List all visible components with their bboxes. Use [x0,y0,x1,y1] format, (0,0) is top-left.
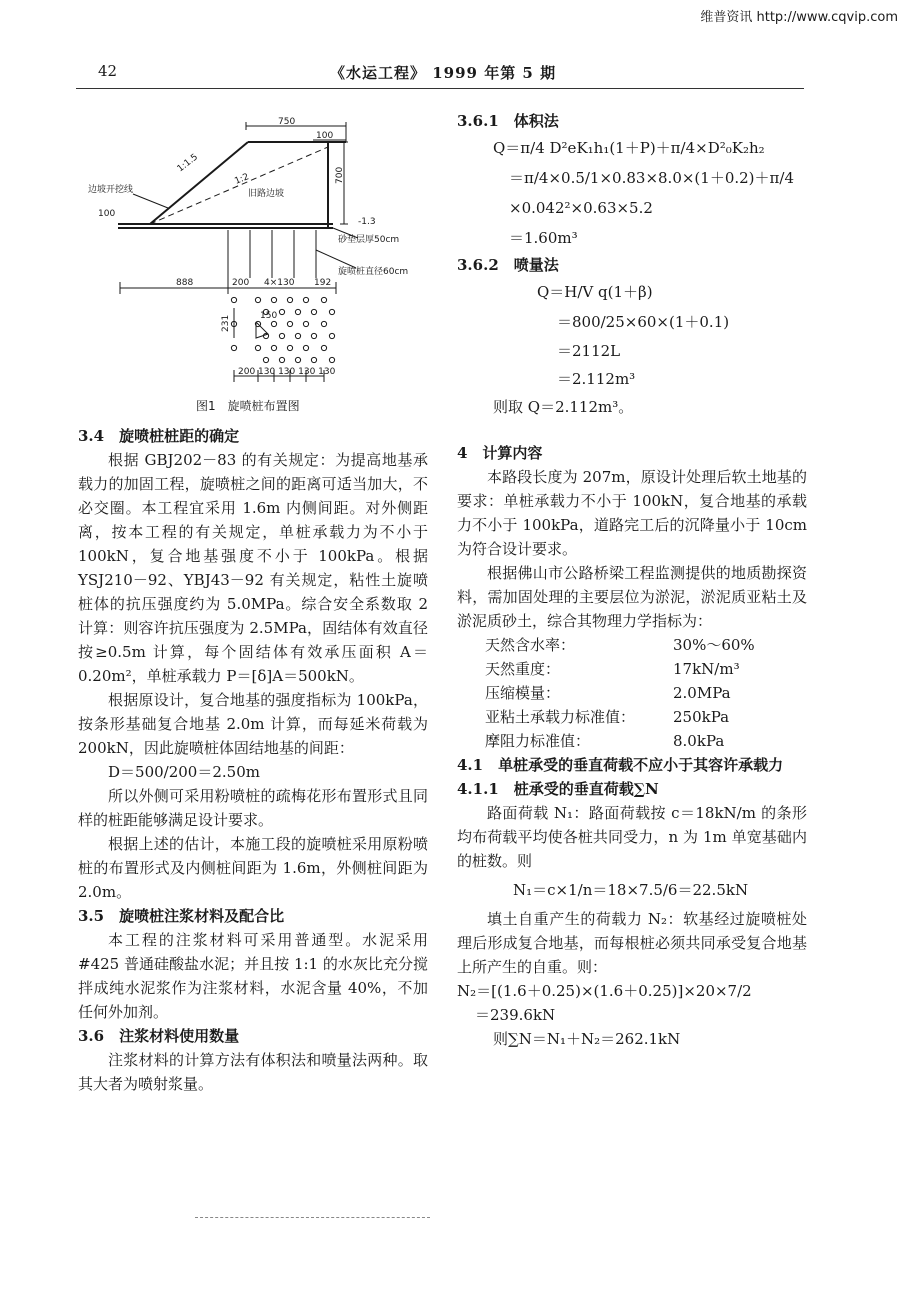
pile-diameter-label: 旋喷桩直径60cm [338,267,409,277]
property-value: 8.0kPa [673,732,725,750]
section-4-1-1-title: 4.1.1 桩承受的垂直荷载∑N [457,780,659,798]
property-row [485,633,835,657]
pile-circle [263,357,268,362]
dim-4x130: 4×130 [264,278,295,288]
pile-circle [311,333,316,338]
spray-eq-4: ＝2.112m³ [557,370,636,388]
section-3-5-para-1: 本工程的注浆材料可采用普通型。水泥采用 #425 普通硅酸盐水泥；并且按 1:1 的水灰比充分搅拌成纯水泥浆作为注浆材料，水泥含量 40%，不加任何外加剂。 [78,931,428,1021]
pile-circle [287,297,292,302]
property-row [485,657,835,681]
property-value: 250kPa [673,708,730,726]
old-slope-label: 旧路边坡 [248,189,285,199]
figure-caption: 图1 旋喷桩布置图 [196,399,300,413]
spray-result: 则取 Q＝2.112m³。 [493,398,634,416]
spray-eq-2: ＝800/25×60×(1＋0.1) [557,313,730,331]
property-value: 30%～60% [673,636,755,654]
pile-circle [231,297,236,302]
volume-eq-2: ＝π/4×0.5/1×0.83×8.0×(1＋0.2)＋π/4 [509,169,794,187]
section-4-para-2: 根据佛山市公路桥梁工程监测提供的地质勘探资料，需加固处理的主要层位为淤泥，淤泥质亚粘土及淤泥质砂土，综合其物理力学指标为： [457,564,807,630]
page-number: 42 [98,62,118,80]
section-4-1-1-para-1: 路面荷载 N₁：路面荷载按 c＝18kN/m 的条形均布荷载平均使各桩共同受力，n 为 1m 单宽基础内的桩数。则 [457,804,807,870]
volume-eq-1: Q＝π/4 D²eK₁h₁(1＋P)＋π/4×D²₀K₂h₂ [493,139,765,157]
section-3-4-equation: D＝500/200＝2.50m [108,763,260,781]
soil-properties-table [485,633,835,753]
journal-header: 《水运工程》 1999 年第 5 期 [330,64,557,82]
pile-circle [329,309,334,314]
slope-1-1.5: 1:1.5 [175,152,201,175]
left-column [78,424,428,1096]
section-4-1-title: 4.1 单桩承受的垂直荷载不应小于其容许承载力 [457,756,784,774]
cut-line-label: 边坡开挖线 [88,185,134,195]
pile-circle [311,309,316,314]
property-value: 17kN/m³ [673,660,740,678]
dim-700: 700 [335,166,345,184]
dim-231: 231 [221,314,231,332]
property-value: 2.0MPa [673,684,731,702]
figure-pile-layout [88,112,438,392]
pile-circle [255,345,260,350]
property-row [485,705,835,729]
pile-circle [271,297,276,302]
dim-200: 200 [232,278,250,288]
site-watermark: 维普资讯 http://www.cqvip.com [700,10,898,25]
n1-equation: N₁＝c×1/n＝18×7.5/6＝22.5kN [513,881,749,899]
section-3-6-title: 3.6 注浆材料使用数量 [78,1027,240,1045]
dim-150: 150 [260,311,278,321]
dim-192: 192 [314,278,332,288]
section-3-4-para-3: 所以外侧可采用粉喷桩的疏梅花形布置形式且同样的桩距能够满足设计要求。 [78,787,428,829]
volume-eq-4: ＝1.60m³ [509,229,578,247]
volume-eq-3: ×0.042²×0.63×5.2 [509,199,653,217]
pile-circle [295,309,300,314]
pile-circle [295,333,300,338]
pile-circle [255,297,260,302]
pile-circle [329,357,334,362]
section-3-4-para-1: 根据 GBJ202－83 的有关规定：为提高地基承载力的加固工程，旋喷桩之间的距离可适当加大，不必交圈。本工程宜采用 1.6m 内侧间距。对外侧距离，按本工程的有关规定，单桩承载力为不小于 100kN，复合地基强度不小于 100kPa。根据 YSJ210－92、YBJ43－92 有关规定，粘性土旋喷桩体的抗压强度约为 5.0MPa。综合安全系数取 2 计算：则容许抗压强度为 2.5MPa，固结体有效直径按≥0.5m 计算，每个固结体有效承压面积 A＝0.20m²，单桩承载力 P＝[δ]A＝500kN。 [78,451,428,685]
pile-circle [287,345,292,350]
section-4-1-1-para-2: 填土自重产生的荷载力 N₂：软基经过旋喷桩处理后形成复合地基，而每根桩必须共同承受复合地基上所产生的自重。则： [457,910,807,976]
pile-circle [279,333,284,338]
section-3-5-title: 3.5 旋喷桩注浆材料及配合比 [78,907,285,925]
pile-circle [329,333,334,338]
pile-circle [231,345,236,350]
pile-circle [303,345,308,350]
pile-circle [311,357,316,362]
section-3-4-title: 3.4 旋喷桩桩距的确定 [78,427,240,445]
section-4-para-1: 本路段长度为 207m，原设计处理后软土地基的要求：单桩承载力不小于 100kN，复合地基的承载力不小于 100kPa，道路完工后的沉降量小于 10cm 为符合设计要求。 [457,468,807,558]
dim-100-left: 100 [98,209,116,219]
property-row [485,681,835,705]
spray-eq-1: Q＝H/V q(1＋β) [537,283,653,301]
pile-circle [303,321,308,326]
property-name: 压缩模量： [485,684,561,702]
bottom-dims: 200 130 130 130 130 [238,367,336,377]
pile-circle [279,357,284,362]
pile-circle [271,321,276,326]
pile-circle [303,297,308,302]
pile-circle [321,321,326,326]
section-3-6-1-title: 3.6.1 体积法 [457,112,559,130]
header-rule [76,88,804,89]
spray-eq-3: ＝2112L [557,342,621,360]
dim-888: 888 [176,278,194,288]
section-3-6-para-1: 注浆材料的计算方法有体积法和喷量法两种。取其大者为喷射浆量。 [78,1051,428,1093]
pile-circle [279,309,284,314]
section-3-6-2-title: 3.6.2 喷量法 [457,256,559,274]
pile-circle [295,357,300,362]
pile-circle [287,321,292,326]
right-column [457,109,807,1051]
pile-circle [321,345,326,350]
property-name: 天然重度： [485,660,561,678]
section-3-4-para-4: 根据上述的估计，本施工段的旋喷桩采用原粉喷桩的布置形式及内侧桩间距为 1.6m，外侧桩间距为 2.0m。 [78,835,428,901]
sand-layer-label: 砂垫层厚50cm [338,235,400,245]
n2-equation-1: N₂＝[(1.6＋0.25)×(1.6＋0.25)]×20×7/2 [457,982,752,1000]
pile-circle [271,345,276,350]
slope-1-2: 1:2 [233,172,251,187]
property-name: 摩阻力标准值： [485,732,591,750]
pile-circle [321,297,326,302]
sum-n-equation: 则∑N＝N₁＋N₂＝262.1kN [493,1030,681,1048]
n2-equation-2: ＝239.6kN [475,1006,556,1024]
dim-100-top: 100 [316,131,334,141]
property-name: 亚粘土承载力标准值： [485,708,636,726]
footer-rule [195,1217,430,1219]
property-name: 天然含水率： [485,636,576,654]
section-3-4-para-2: 根据原设计，复合地基的强度指标为 100kPa，按条形基础复合地基 2.0m 计算，而每延米荷载为 200kN，因此旋喷桩体固结地基的间距： [78,691,428,757]
level-mark: -1.3 [358,217,376,227]
dim-750: 750 [278,117,296,127]
section-4-title: 4 计算内容 [457,444,543,462]
property-row [485,729,835,753]
